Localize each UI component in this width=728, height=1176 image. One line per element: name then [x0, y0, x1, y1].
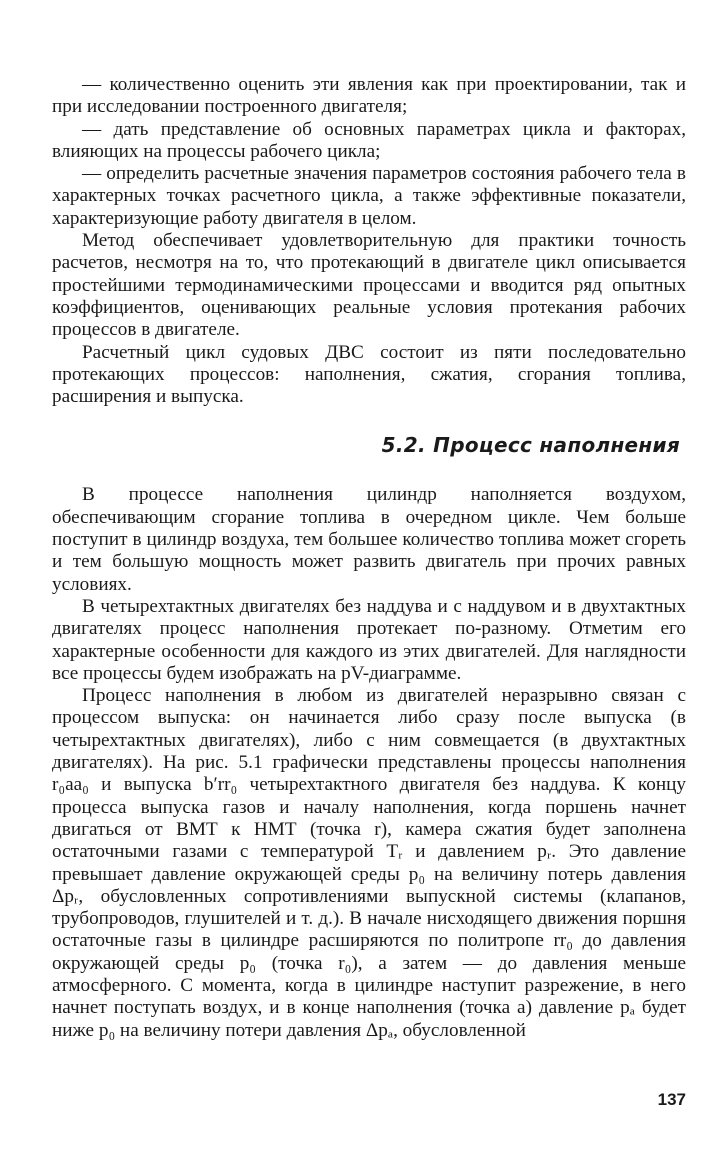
- paragraph: Процесс наполнения в любом из двигателей неразрывно связан с процессом выпуска: он начинается либо сразу после выпуска (в четырехтактных двигателях), либо с ним совмещается (в двухтактных двигателях). На рис. 5.1 графически представлены процессы наполнения r₀aa₀ и выпуска b′rr₀ четырехтактного двигателя без наддува. К концу процесса выпуска газов и началу наполнения, когда поршень начнет двигаться от ВМТ к НМТ (точка r), камера сжатия будет заполнена остаточными газами с температурой Tᵣ и давлением pᵣ. Это давление превышает давление окружающей среды p₀ на величину потерь давления Δpᵣ, обусловленных сопротивлениями выпускной системы (клапанов, трубопроводов, глушителей и т. д.). В начале нисходящего движения поршня остаточные газы в цилиндре расширяются по политропе rr₀ до давления окружающей среды p₀ (точка r₀), а затем — до давления меньше атмосферного. С момента, когда в цилиндре наступит разрежение, в него начнет поступать воздух, и в конце наполнения (точка a) давление pₐ будет ниже p₀ на величину потери давления Δpₐ, обусловленной: [52, 685, 686, 1041]
- section-heading: 5.2. Процесс наполнения: [381, 433, 680, 458]
- page-number: 137: [657, 1090, 686, 1109]
- list-item: — дать представление об основных параметрах цикла и факторах, влияющих на процессы рабочего цикла;: [52, 118, 686, 162]
- paragraph: В четырехтактных двигателях без наддува и с наддувом и в двухтактных двигателях процесс наполнения протекает по-разному. Отметим его характерные особенности для каждого из этих двигателей. Для наглядности все процессы будем изображать на pV-диаграмме.: [52, 595, 686, 684]
- page-body: [52, 74, 686, 1042]
- paragraph: Метод обеспечивает удовлетворительную для практики точность расчетов, несмотря на то, что протекающий в двигателе цикл описывается простейшими термодинамическими процессами и вводится ряд опытных коэффициентов, оценивающих реальные условия протекания рабочих процессов в двигателе.: [52, 230, 686, 341]
- paragraph: В процессе наполнения цилиндр наполняется воздухом, обеспечивающим сгорание топлива в очередном цикле. Чем больше поступит в цилиндр воздуха, тем большее количество топлива может сгореть и тем большую мощность может развить двигатель при прочих равных условиях.: [52, 484, 686, 595]
- list-item: — количественно оценить эти явления как при проектировании, так и при исследовании построенного двигателя;: [52, 74, 686, 118]
- paragraph: Расчетный цикл судовых ДВС состоит из пяти последовательно протекающих процессов: наполнения, сжатия, сгорания топлива, расширения и выпуска.: [52, 341, 686, 408]
- list-item: — определить расчетные значения параметров состояния рабочего тела в характерных точках расчетного цикла, а также эффективные показатели, характеризующие работу двигателя в целом.: [52, 163, 686, 229]
